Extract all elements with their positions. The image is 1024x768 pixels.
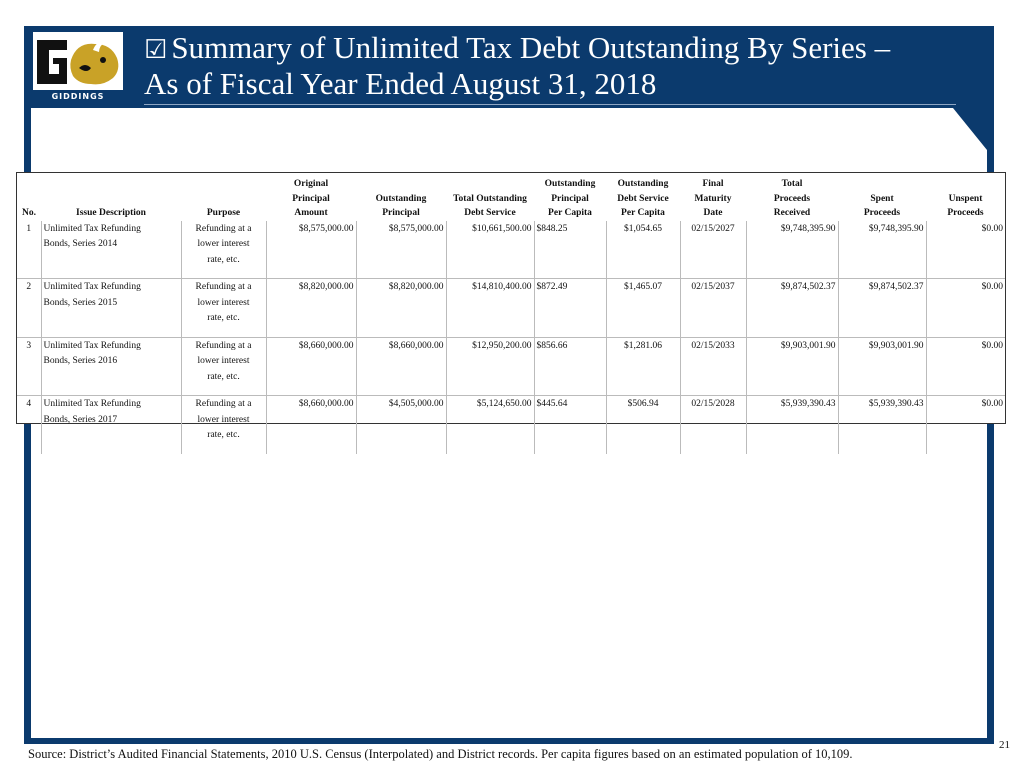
cell-total-proceeds: $5,939,390.43 xyxy=(746,396,838,454)
cell-purpose: Refunding at a lower interest rate, etc. xyxy=(181,221,266,279)
cell-outstanding-principal: $8,660,000.00 xyxy=(356,337,446,396)
header-divider xyxy=(144,104,956,105)
cell-issue-description: Unlimited Tax Refunding Bonds, Series 2015 xyxy=(41,279,181,338)
cell-issue-description: Unlimited Tax Refunding Bonds, Series 2014 xyxy=(41,221,181,279)
cell-principal-per-capita: $445.64 xyxy=(534,396,606,454)
page-title xyxy=(144,31,890,100)
cell-total-debt-service: $10,661,500.00 xyxy=(446,221,534,279)
cell-principal-per-capita: $856.66 xyxy=(534,337,606,396)
cell-outstanding-principal: $8,575,000.00 xyxy=(356,221,446,279)
cell-original-principal: $8,660,000.00 xyxy=(266,396,356,454)
table-header-row xyxy=(17,177,1005,221)
cell-purpose: Refunding at a lower interest rate, etc. xyxy=(181,337,266,396)
cell-principal-per-capita: $848.25 xyxy=(534,221,606,279)
cell-issue-description: Unlimited Tax Refunding Bonds, Series 2016 xyxy=(41,337,181,396)
cell-unspent-proceeds: $0.00 xyxy=(981,223,1003,234)
bison-logo-icon xyxy=(33,32,123,90)
cell-total-debt-service: $14,810,400.00 xyxy=(446,279,534,338)
col-header-outstanding-principal: Outstanding Principal xyxy=(375,193,427,218)
cell-original-principal: $8,820,000.00 xyxy=(266,279,356,338)
cell-unspent-proceeds: $0.00 xyxy=(926,396,1005,454)
table-row xyxy=(17,221,1005,279)
district-logo xyxy=(33,32,123,104)
col-header-final-maturity: Final Maturity Date xyxy=(694,179,732,218)
cell-no: 1 xyxy=(17,221,41,279)
cell-debt-service-per-capita: $1,465.07 xyxy=(606,279,680,338)
col-header-debt-service-per-capita: Outstanding Debt Service Per Capita xyxy=(617,179,669,218)
col-header-original-principal: Original Principal Amount xyxy=(292,179,330,218)
cell-no: 4 xyxy=(17,396,41,454)
cell-outstanding-principal: $8,820,000.00 xyxy=(356,279,446,338)
cell-debt-service-per-capita: $1,054.65 xyxy=(606,221,680,279)
debt-summary-table-container xyxy=(16,172,1006,440)
cell-spent-proceeds: $9,903,001.90 xyxy=(838,337,926,396)
cell-spent-proceeds: $5,939,390.43 xyxy=(838,396,926,454)
col-header-purpose: Purpose xyxy=(206,208,241,218)
cell-original-principal: $8,575,000.00 xyxy=(266,221,356,279)
col-header-total-outstanding-debt-service: Total Outstanding Debt Service xyxy=(453,193,527,218)
cell-final-maturity: 02/15/2033 xyxy=(680,337,746,396)
cell-total-debt-service: $5,124,650.00 xyxy=(446,396,534,454)
debt-summary-table xyxy=(17,177,1005,454)
cell-purpose: Refunding at a lower interest rate, etc. xyxy=(181,279,266,338)
cell-total-debt-service: $12,950,200.00 xyxy=(446,337,534,396)
col-header-issue-description: Issue Description xyxy=(76,208,146,218)
col-header-principal-per-capita: Outstanding Principal Per Capita xyxy=(544,179,596,218)
cell-final-maturity: 02/15/2027 xyxy=(680,221,746,279)
cell-no: 2 xyxy=(17,279,41,338)
source-footnote: Source: District’s Audited Financial Statements, 2010 U.S. Census (Interpolated) and District records. Per capita figures based on an estimated population of 10,109. xyxy=(28,747,853,761)
title-line-1: Summary of Unlimited Tax Debt Outstanding By Series – xyxy=(171,30,891,65)
cell-issue-description: Unlimited Tax Refunding Bonds, Series 2017 xyxy=(41,396,181,454)
cell-unspent-proceeds: $0.00 xyxy=(926,337,1005,396)
cell-principal-per-capita: $872.49 xyxy=(534,279,606,338)
cell-outstanding-principal: $4,505,000.00 xyxy=(356,396,446,454)
cell-debt-service-per-capita: $506.94 xyxy=(606,396,680,454)
col-header-spent-proceeds: Spent Proceeds xyxy=(863,193,901,218)
cell-final-maturity: 02/15/2037 xyxy=(680,279,746,338)
cell-purpose: Refunding at a lower interest rate, etc. xyxy=(181,396,266,454)
title-line-2: As of Fiscal Year Ended August 31, 2018 xyxy=(144,66,657,101)
checkbox-checked-icon: ☑ xyxy=(144,35,168,65)
page-number: 21 xyxy=(999,739,1010,751)
cell-final-maturity: 02/15/2028 xyxy=(680,396,746,454)
table-row xyxy=(17,396,1005,454)
cell-no: 3 xyxy=(17,337,41,396)
cell-spent-proceeds: $9,748,395.90 xyxy=(838,221,926,279)
cell-total-proceeds: $9,903,001.90 xyxy=(746,337,838,396)
cell-debt-service-per-capita: $1,281.06 xyxy=(606,337,680,396)
col-header-no: No. xyxy=(22,208,36,218)
logo-wordmark: GIDDINGS xyxy=(51,92,105,101)
table-row xyxy=(17,337,1005,396)
col-header-unspent-proceeds: Unspent Proceeds xyxy=(947,193,984,218)
table-row xyxy=(17,279,1005,338)
cell-original-principal: $8,660,000.00 xyxy=(266,337,356,396)
cell-unspent-proceeds: $0.00 xyxy=(926,279,1005,338)
cell-total-proceeds: $9,748,395.90 xyxy=(746,221,838,279)
col-header-total-proceeds: Total Proceeds Received xyxy=(773,179,811,218)
cell-total-proceeds: $9,874,502.37 xyxy=(746,279,838,338)
cell-spent-proceeds: $9,874,502.37 xyxy=(838,279,926,338)
